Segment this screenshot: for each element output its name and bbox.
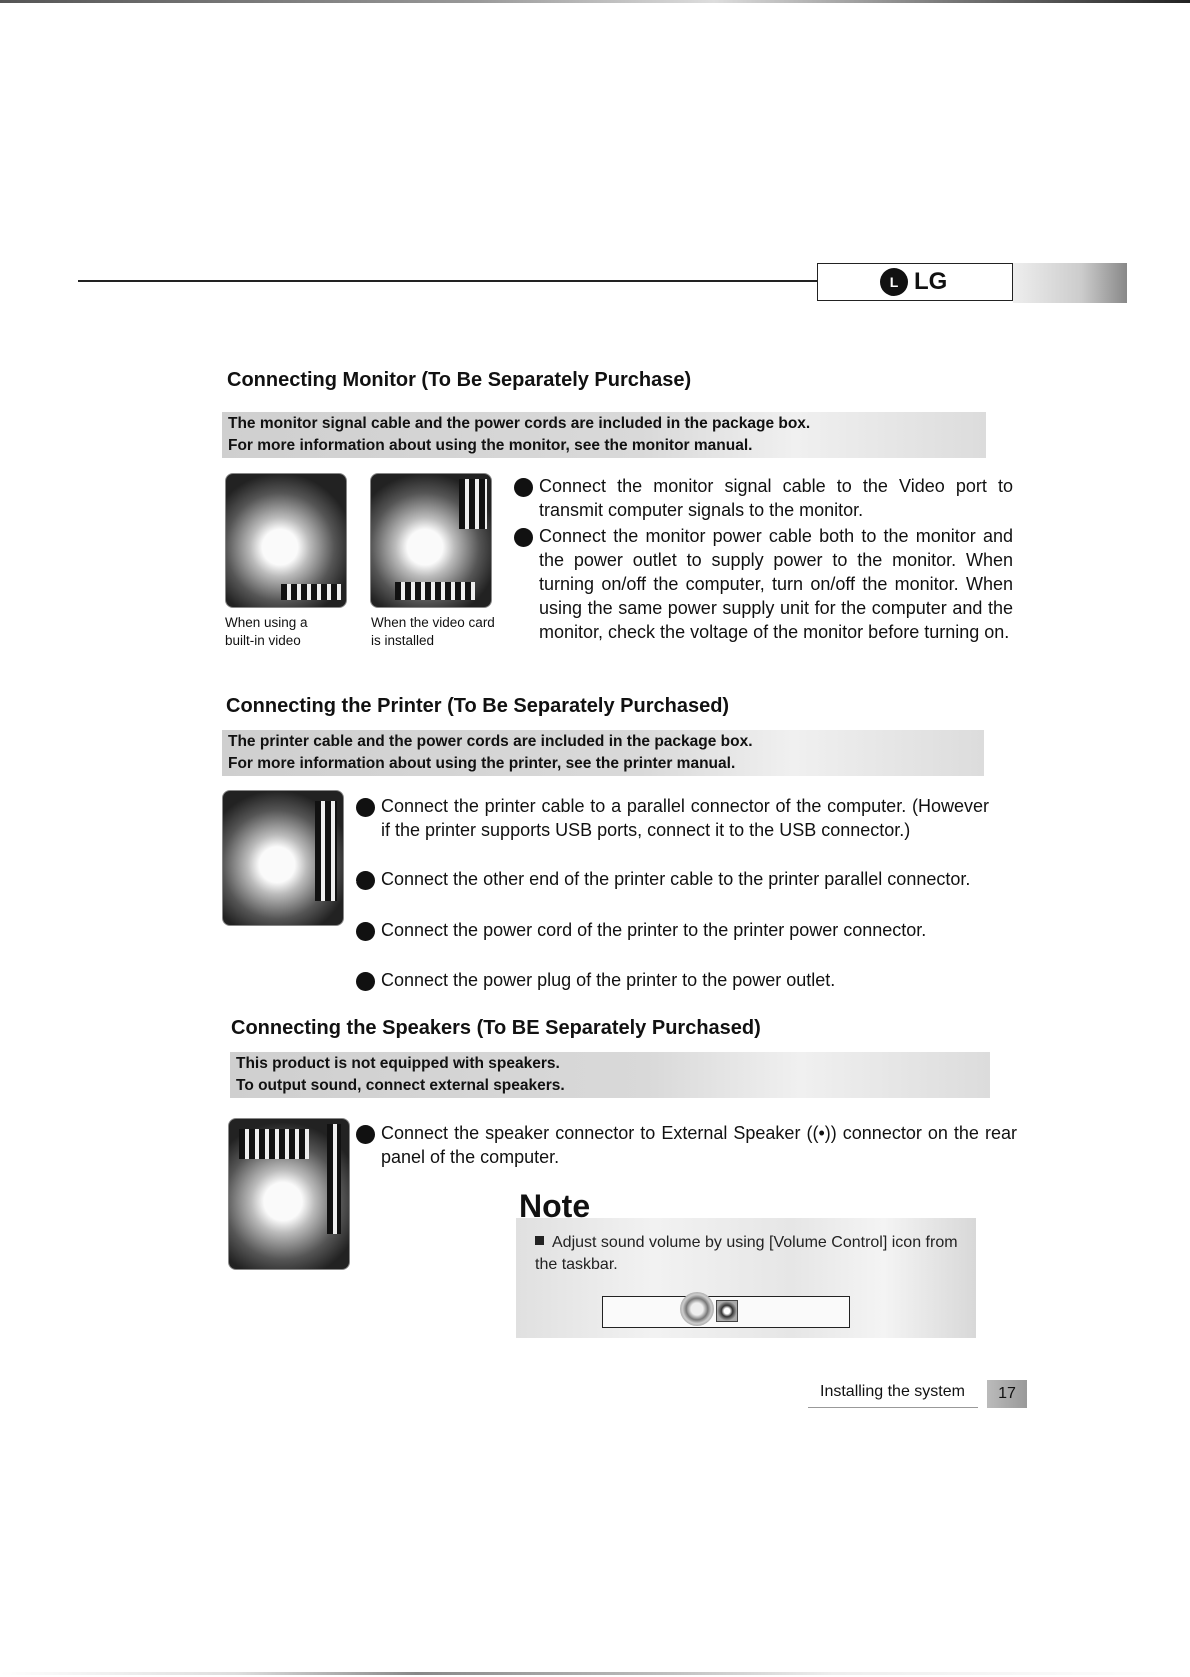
- lg-logo-text: LG: [914, 268, 948, 295]
- monitor-step-1-text: Connect the monitor signal cable to the Video port to transmit computer signals to the monitor.: [539, 476, 1013, 520]
- monitor-step-2-text: Connect the monitor power cable both to the monitor and the power outlet to supply power to the monitor. When turning on/off the computer, turn on/off the monitor. When using the same power supply unit for the computer and the monitor, check the voltage of the monitor before turning on.: [539, 526, 1013, 642]
- speakers-banner-line-2: To output sound, connect external speakers.: [236, 1077, 565, 1094]
- step-number-icon: 2: [514, 528, 533, 547]
- video-card-photo: [370, 473, 492, 608]
- speaker-port-photo: [228, 1118, 350, 1270]
- printer-banner-line-1: The printer cable and the power cords are included in the package box.: [228, 733, 753, 750]
- printer-section-title: Connecting the Printer (To Be Separately Purchased): [226, 695, 730, 717]
- step-number-icon: 1: [514, 478, 533, 497]
- monitor-info-banner: [222, 412, 986, 458]
- video-card-caption: When the video card is installed: [371, 615, 495, 648]
- lg-logo-icon: L: [880, 268, 908, 296]
- monitor-section-title: Connecting Monitor (To Be Separately Purchase): [227, 369, 692, 391]
- header-rule: [78, 280, 818, 282]
- speakers-step-8-text: Connect the speaker connector to External Speaker ((•)) connector on the rear panel of the computer.: [381, 1123, 1017, 1167]
- printer-step-5-text: Connect the power cord of the printer to the printer power connector.: [381, 920, 927, 940]
- printer-step-6-text: Connect the power plug of the printer to the power outlet.: [381, 970, 836, 990]
- footer-underline: [808, 1407, 978, 1408]
- note-text: Adjust sound volume by using [Volume Control] icon from the taskbar.: [535, 1234, 958, 1273]
- page-number: 17: [987, 1380, 1027, 1408]
- step-number-icon: 3: [356, 798, 375, 817]
- speakers-step-8: [349, 1121, 1017, 1169]
- volume-control-icon: [680, 1292, 714, 1326]
- printer-step-6: [349, 968, 989, 992]
- note-text-block: [535, 1232, 965, 1276]
- printer-step-4: [349, 867, 989, 891]
- printer-info-banner: [222, 730, 984, 776]
- printer-step-4-text: Connect the other end of the printer cable to the printer parallel connector.: [381, 869, 971, 889]
- builtin-video-caption: When using a built-in video: [225, 615, 308, 648]
- speakers-info-banner: [230, 1052, 990, 1098]
- printer-step-3: [349, 794, 989, 842]
- taskbar-tray-icon: [716, 1300, 738, 1322]
- footer-section-label: Installing the system: [820, 1383, 965, 1400]
- printer-step-3-text: Connect the printer cable to a parallel connector of the computer. (However if the printer supports USB ports, connect it to the USB connector.): [381, 796, 989, 840]
- step-number-icon: 4: [356, 871, 375, 890]
- scan-bottom-edge: [0, 1672, 1190, 1675]
- step-number-icon: 6: [356, 972, 375, 991]
- printer-port-photo: [222, 790, 344, 926]
- monitor-banner-line-1: The monitor signal cable and the power cords are included in the package box.: [228, 415, 811, 432]
- monitor-banner-line-2: For more information about using the monitor, see the monitor manual.: [228, 437, 753, 454]
- builtin-video-photo: [225, 473, 347, 608]
- scan-top-edge: [0, 0, 1190, 3]
- header-gradient-tab: [1013, 263, 1127, 303]
- monitor-step-1: [507, 474, 1013, 522]
- printer-banner-line-2: For more information about using the printer, see the printer manual.: [228, 755, 736, 772]
- step-number-icon: 5: [356, 922, 375, 941]
- bullet-icon: [535, 1236, 544, 1245]
- speakers-banner-line-1: This product is not equipped with speakers.: [236, 1055, 560, 1072]
- printer-step-5: [349, 918, 989, 942]
- speakers-section-title: Connecting the Speakers (To BE Separately Purchased): [231, 1017, 761, 1039]
- note-title: Note: [519, 1188, 591, 1224]
- step-number-icon: 8: [356, 1125, 375, 1144]
- monitor-step-2: [507, 524, 1013, 644]
